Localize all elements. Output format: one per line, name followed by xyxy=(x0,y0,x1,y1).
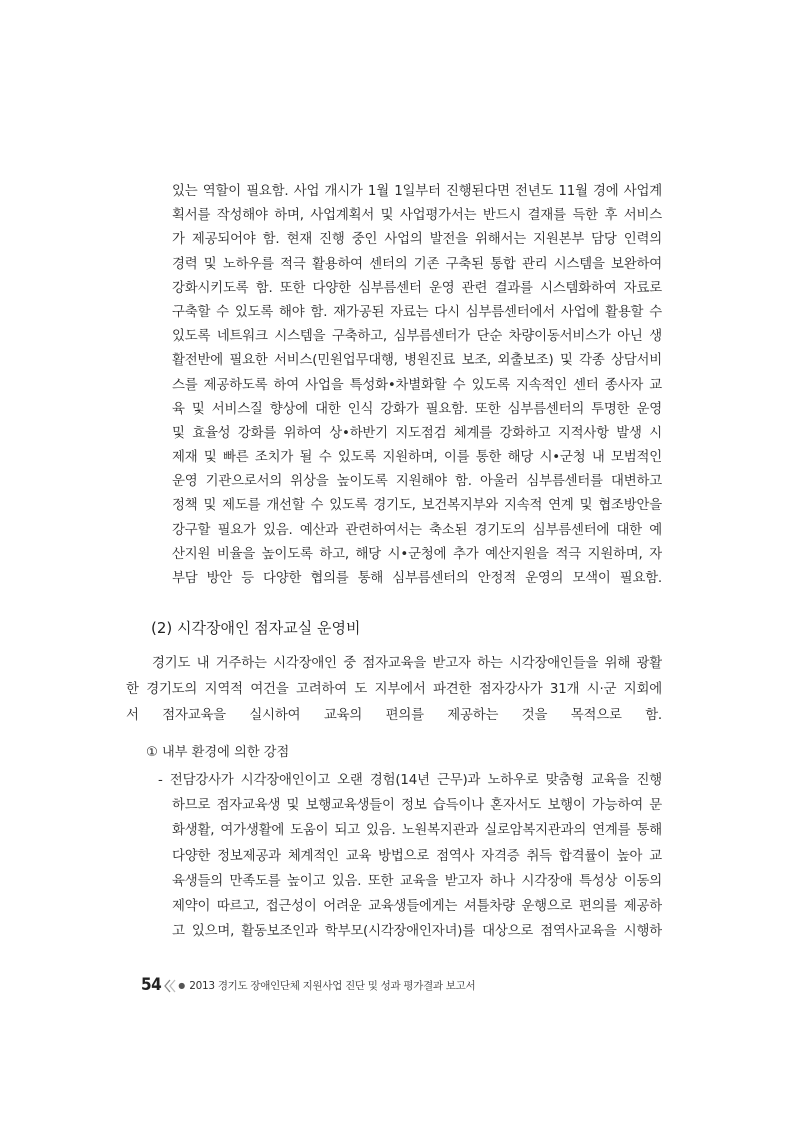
text-line: 있는 역할이 필요함. 사업 개시가 1월 1일부터 진행된다면 전년도 11월 경에 사업계 xyxy=(172,184,662,199)
text-line: 하므로 점자교육생 및 보행교육생들이 정보 습득이나 혼자서도 보행이 가능하여 문 xyxy=(172,798,662,814)
text-line: 제재 및 빠른 조치가 될 수 있도록 지원하며, 이를 통한 해당 시•군청 내 모범적인 xyxy=(172,450,662,466)
text-line: 강화시키도록 함. 또한 다양한 심부름센터 운영 관련 결과를 시스템화하여 자료로 xyxy=(172,280,662,296)
text-line: 경력 및 노하우를 적극 활용하여 센터의 기존 구축된 통합 관리 시스템을 보완하여 xyxy=(172,256,662,272)
text-line: 화생활, 여가생활에 도움이 되고 있음. 노원복지관과 실로암복지관과의 연계를 통해 xyxy=(172,823,662,839)
text-line: 획서를 작성해야 하며, 사업계획서 및 사업평가서는 반드시 결재를 득한 후 서비스 xyxy=(172,208,662,224)
text-line: 및 효율성 강화를 위하여 상•하반기 지도점검 체계를 강화하고 지적사항 발생 시 xyxy=(172,425,662,441)
text-line: 강구할 필요가 있음. 예산과 관련하여서는 축소된 경기도의 심부름센터에 대한 예 xyxy=(172,522,662,538)
text-line: 부담 방안 등 다양한 협의를 통해 심부름센터의 안정적 운영의 모색이 필요함. xyxy=(172,571,662,586)
text-line: 경기도 내 거주하는 시각장애인 중 점자교육을 받고자 하는 시각장애인들을 위해 광활 xyxy=(152,656,662,671)
text-line: 산지원 비율을 높이도록 하고, 해당 시•군청에 추가 예산지원을 적극 지원하며, 자 xyxy=(172,546,662,562)
text-line: 제약이 따르고, 접근성이 어려운 교육생들에게는 셔틀차량 운행으로 편의를 제공하 xyxy=(172,898,662,914)
text-line: 육 및 서비스질 향상에 대한 인식 강화가 필요함. 또한 심부름센터의 투명한 운영 xyxy=(172,401,662,417)
text-line: 육생들의 만족도를 높이고 있음. 또한 교육을 받고자 하나 시각장애 특성상 이동의 xyxy=(172,873,662,889)
paragraph-continuation xyxy=(172,180,662,591)
text-line: 운영 기관으로서의 위상을 높이도록 지원해야 함. 아울러 심부름센터를 대변하고 xyxy=(172,474,662,490)
page-footer xyxy=(141,974,475,996)
subsection-heading: ① 내부 환경에 의한 강점 xyxy=(146,745,290,760)
text-line: 정책 및 제도를 개선할 수 있도록 경기도, 보건복지부와 지속적 연계 및 협조방안을 xyxy=(172,498,662,514)
text-line: 가 제공되어야 함. 현재 진행 중인 사업의 발전을 위해서는 지원본부 담당 인력의 xyxy=(172,232,662,248)
text-line: 한 경기도의 지역적 여건을 고려하여 도 지부에서 파견한 점자강사가 31개 시·군 지회에 xyxy=(126,682,662,697)
text-line: 있도록 네트워크 시스템을 구축하고, 심부름센터가 단순 차량이동서비스가 아닌 생 xyxy=(172,329,662,345)
text-line: 서 점자교육을 실시하여 교육의 편의를 제공하는 것을 목적으로 함. xyxy=(126,708,662,723)
text-line: 활전반에 필요한 서비스(민원업무대행, 병원진료 보조, 외출보조) 및 각종 상담서비 xyxy=(172,353,662,369)
section-heading: (2) 시각장애인 점자교실 운영비 xyxy=(151,619,361,637)
footer-title: 2013 경기도 장애인단체 지원사업 진단 및 성과 평가결과 보고서 xyxy=(189,979,476,992)
text-line: - 전담강사가 시각장애인이고 오랜 경험(14년 근무)과 노하우로 맞춤형 교육을 진행 xyxy=(158,773,662,788)
text-line: 구축할 수 있도록 해야 함. 재가공된 자료는 다시 심부름센터에서 사업에 활용할 수 xyxy=(172,304,662,320)
text-line: 스를 제공하도록 하여 사업을 특성화•차별화할 수 있도록 지속적인 센터 종사자 교 xyxy=(172,377,662,393)
chevron-left-icon xyxy=(164,978,176,992)
strengths-paragraph xyxy=(158,768,662,944)
section-intro-paragraph xyxy=(126,651,662,729)
page-number: 54 xyxy=(141,975,162,995)
bullet-icon: ● xyxy=(178,980,186,990)
text-line: 고 있으며, 활동보조인과 학부모(시각장애인자녀)를 대상으로 점역사교육을 시행하 xyxy=(172,924,662,940)
text-line: 다양한 정보제공과 체계적인 교육 방법으로 점역사 자격증 취득 합격률이 높아 교 xyxy=(172,848,662,864)
